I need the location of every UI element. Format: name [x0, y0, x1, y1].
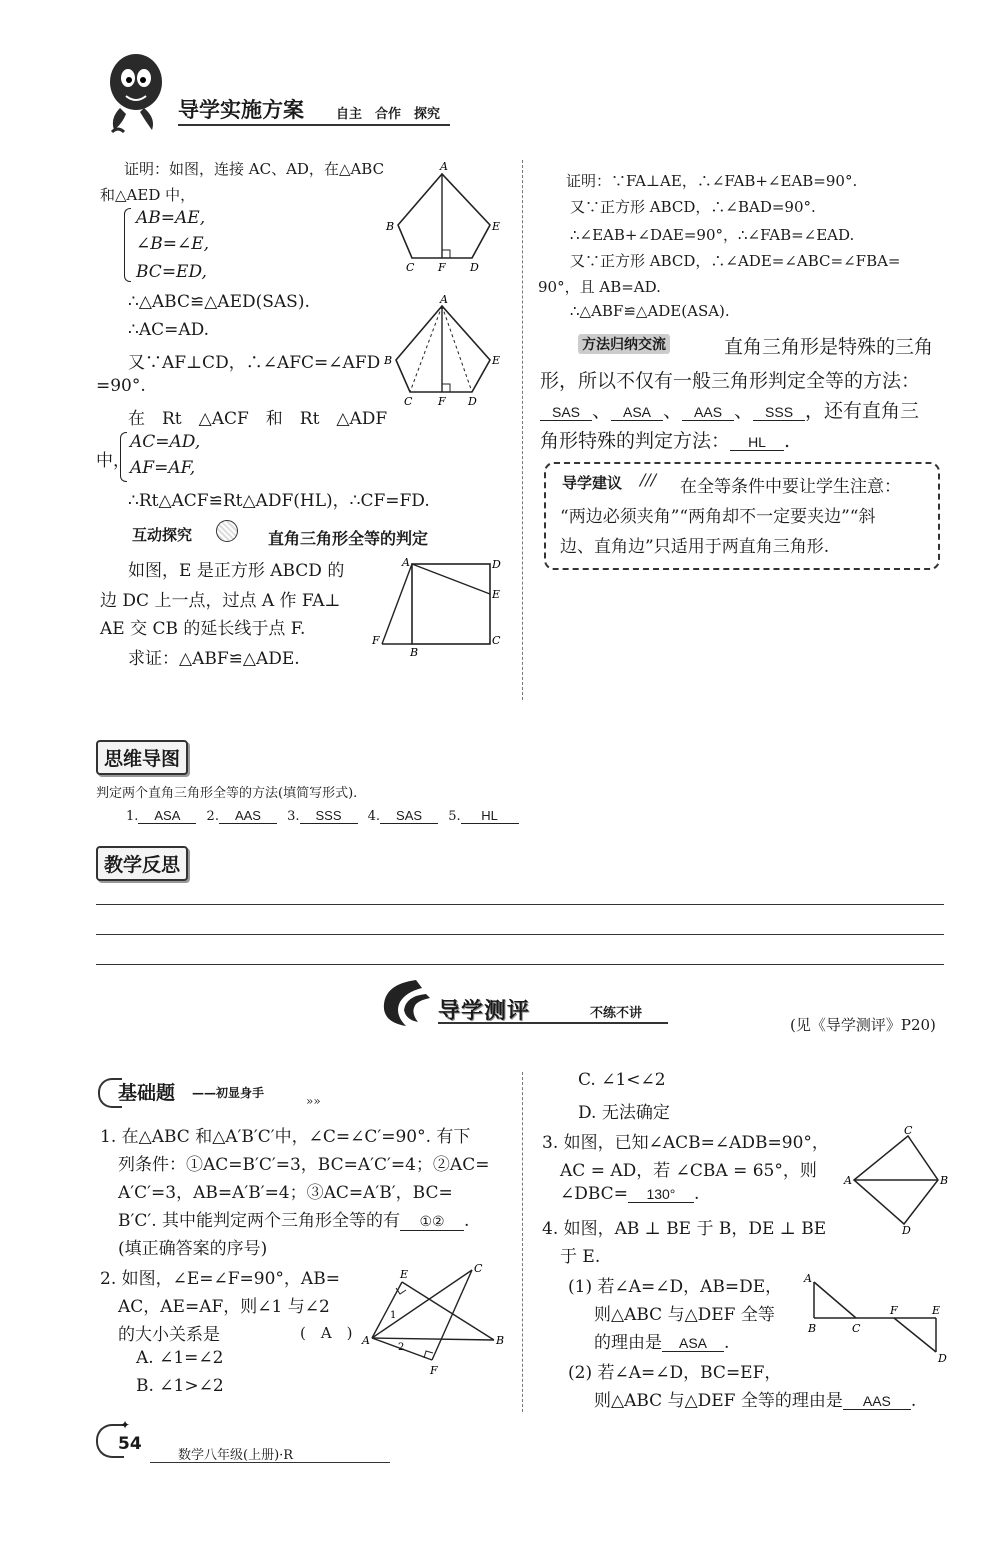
footer-rule	[150, 1462, 390, 1463]
q2-line: 的大小关系是	[118, 1325, 220, 1345]
method-line: 角形特殊的判定方法： HL .	[540, 430, 791, 452]
q4-line: 的理由是 ASA .	[594, 1333, 730, 1353]
interactive-line: 边 DC 上一点，过点 A 作 FA⊥	[100, 591, 341, 611]
writing-line	[96, 904, 944, 905]
vertex-label: B	[808, 1322, 817, 1335]
assessment-title: 导学测评	[438, 999, 531, 1024]
header-title: 导学实施方案	[178, 98, 304, 122]
q1-line: 列条件：①AC=B′C′=3，BC=A′C′=4；②AC=	[118, 1155, 490, 1175]
answer-blank: ASA	[662, 1335, 724, 1352]
q1-line: A′C′=3，AB=A′B′=4；③AC=A′B′，BC=	[118, 1183, 453, 1203]
vertex-label: E	[492, 354, 501, 367]
suggestion-line: 边、直角边”只适用于两直角三角形.	[560, 537, 830, 557]
left-proof-line: ∴AC=AD.	[128, 320, 210, 340]
interactive-line: 求证：△ABF≌△ADE.	[128, 649, 300, 669]
q4-line: (2) 若∠A=∠D，BC=EF，	[568, 1363, 782, 1383]
q3-line: ∠DBC= 130° .	[560, 1184, 700, 1204]
answer-blank: SAS	[540, 404, 592, 421]
method-line: 形，所以不仅有一般三角形判定全等的方法：	[540, 370, 921, 392]
vertex-label: D	[468, 395, 477, 408]
left-proof-line: ∴Rt△ACF≌Rt△ADF(HL)，∴CF=FD.	[128, 491, 430, 511]
q2-option: B. ∠1>∠2	[136, 1376, 224, 1396]
q1-line: (填正确答案的序号)	[118, 1239, 268, 1259]
left-proof-line: AC=AD,	[130, 432, 201, 452]
vertex-label: B	[496, 1334, 505, 1347]
vertex-label: C	[852, 1322, 861, 1335]
globe-icon	[216, 520, 238, 542]
pentagon-figure-2	[380, 294, 510, 409]
sparkle-icon: ✦	[120, 1418, 131, 1432]
writing-line	[96, 934, 944, 935]
interactive-line: 如图，E 是正方形 ABCD 的	[128, 561, 345, 581]
q4-line: 则△ABC 与△DEF 全等的理由是 AAS .	[594, 1391, 917, 1411]
answer-blank: ①②	[400, 1213, 464, 1231]
page-number: 54	[118, 1434, 142, 1454]
q2-answer: ( A )	[300, 1324, 353, 1342]
right-proof-line: 90°，且 AB=AD.	[538, 278, 661, 296]
vertex-label: A	[402, 556, 410, 569]
right-proof-line: ∴∠EAB+∠DAE=90°，∴∠FAB=∠EAD.	[570, 226, 855, 244]
mindmap-items: 1. ASA 2. AAS 3. SSS 4. SAS 5. HL	[126, 808, 519, 824]
angle-label: 1	[390, 1310, 397, 1321]
q2-line: AC，AE=AF，则∠1 与∠2	[118, 1297, 330, 1317]
left-proof-line: AF=AF,	[130, 458, 196, 478]
right-proof-line: 又∵正方形 ABCD，∴∠BAD=90°.	[570, 198, 816, 216]
vertex-label: A	[804, 1272, 812, 1285]
vertex-label: E	[400, 1268, 409, 1281]
vertex-label: F	[890, 1304, 898, 1317]
left-proof-line: 证明：如图，连接 AC、AD，在△ABC	[124, 160, 385, 178]
vertex-label: C	[474, 1262, 483, 1275]
header-subtitle: 自主 合作 探究	[336, 107, 441, 122]
brace	[124, 208, 131, 282]
vertex-label: F	[430, 1364, 438, 1377]
q2-option: D. 无法确定	[578, 1103, 670, 1123]
vertex-label: A	[440, 294, 448, 306]
suggestion-tag: 导学建议	[562, 474, 623, 492]
answer-blank: SSS	[300, 808, 358, 824]
column-divider	[522, 160, 523, 700]
interactive-tag: 互动探究	[132, 526, 193, 544]
answer-blank: AAS	[219, 808, 277, 824]
basics-tag: 基础题	[118, 1082, 176, 1104]
right-proof-line: 证明：∵FA⊥AE，∴∠FAB+∠EAB=90°.	[566, 172, 858, 190]
left-proof-line: AB=AE,	[136, 208, 206, 228]
right-proof-line: 又∵正方形 ABCD，∴∠ADE=∠ABC=∠FBA=	[570, 252, 901, 270]
method-answers: SAS 、 ASA 、 AAS 、 SSS ，还有直角三	[540, 396, 919, 423]
vertex-label: B	[384, 354, 393, 367]
left-proof-line: 又∵AF⊥CD，∴∠AFC=∠AFD	[128, 353, 381, 373]
right-proof-line: ∴△ABF≌△ADE(ASA).	[570, 302, 730, 320]
left-proof-line: 和△AED 中，	[100, 186, 196, 204]
pentagon-figure-1	[380, 160, 510, 275]
method-tag: 方法归纳交流	[578, 334, 670, 354]
q4-line: 则△ABC 与△DEF 全等	[594, 1305, 775, 1325]
suggestion-line: 在全等条件中要让学生注意：	[680, 477, 901, 497]
left-proof-line: =90°.	[96, 376, 146, 396]
vertex-label: C	[406, 261, 415, 274]
left-proof-line: ∠B=∠E,	[136, 234, 210, 254]
interactive-title: 直角三角形全等的判定	[268, 529, 429, 548]
vertex-label: D	[902, 1224, 911, 1234]
q4-figure	[800, 1270, 960, 1370]
q2-line: 2. 如图，∠E=∠F=90°，AB=	[100, 1269, 340, 1289]
q3-figure	[842, 1124, 952, 1234]
vertex-label: A	[844, 1174, 852, 1187]
slashes-icon: ///	[640, 470, 657, 489]
q4-line: 于 E.	[560, 1247, 601, 1267]
mascot-icon	[100, 48, 170, 136]
interactive-line: AE 交 CB 的延长线于点 F.	[100, 619, 306, 639]
q4-line: (1) 若∠A=∠D，AB=DE，	[568, 1277, 783, 1297]
answer-blank: HL	[730, 434, 784, 451]
mindmap-tag: 思维导图	[96, 740, 188, 775]
q1-line: 1. 在△ABC 和△A′B′C′中，∠C=∠C′=90°. 有下	[100, 1127, 471, 1147]
answer-blank: SSS	[753, 404, 805, 421]
vertex-label: A	[440, 160, 448, 173]
vertex-label: C	[904, 1124, 913, 1137]
basics-subtitle: ——初显身手	[192, 1086, 265, 1100]
column-divider	[522, 1072, 523, 1412]
method-line: 直角三角形是特殊的三角	[724, 336, 934, 358]
q2-option: A. ∠1=∠2	[136, 1348, 224, 1368]
left-proof-line: BC=ED,	[136, 262, 207, 282]
q3-line: 3. 如图，已知∠ACB=∠ADB=90°，	[542, 1133, 829, 1153]
assessment-motto: 不练不讲	[590, 1006, 643, 1021]
assessment-ref: (见《导学测评》P20)	[790, 1016, 936, 1034]
left-proof-line: 中，	[96, 451, 130, 471]
assessment-rule	[438, 1022, 668, 1024]
vertex-label: B	[940, 1174, 949, 1187]
vertex-label: E	[492, 220, 501, 233]
vertex-label: E	[932, 1304, 941, 1317]
vertex-label: C	[492, 634, 501, 647]
q3-line: AC = AD，若 ∠CBA = 65°，则	[560, 1161, 817, 1181]
arrows-icon: »»	[306, 1094, 321, 1108]
suggestion-line: “两边必须夹角”“两角却不一定要夹边”“斜	[560, 507, 876, 527]
q2-option: C. ∠1<∠2	[578, 1070, 666, 1090]
writing-line	[96, 964, 944, 965]
vertex-label: D	[938, 1352, 947, 1365]
q2-figure	[360, 1262, 510, 1378]
answer-blank: AAS	[843, 1393, 911, 1410]
vertex-label: C	[404, 395, 413, 408]
q4-line: 4. 如图，AB ⊥ BE 于 B，DE ⊥ BE	[542, 1219, 827, 1239]
q1-line: B′C′. 其中能判定两个三角形全等的有 ①② .	[118, 1211, 470, 1231]
answer-blank: 130°	[628, 1186, 694, 1203]
header-rule	[178, 124, 450, 126]
answer-blank: SAS	[380, 808, 438, 824]
left-proof-line: ∴△ABC≌△AED(SAS).	[128, 292, 310, 312]
vertex-label: F	[438, 261, 446, 274]
vertex-label: A	[362, 1334, 370, 1347]
vertex-label: D	[492, 558, 501, 571]
flame-icon	[376, 974, 446, 1030]
vertex-label: F	[438, 395, 446, 408]
square-figure	[368, 556, 508, 660]
answer-blank: ASA	[611, 404, 663, 421]
vertex-label: B	[386, 220, 395, 233]
angle-label: 2	[398, 1342, 405, 1353]
book-title: 数学八年级(上册)·R	[178, 1448, 294, 1463]
answer-blank: ASA	[138, 808, 196, 824]
answer-blank: AAS	[682, 404, 734, 421]
mindmap-prompt: 判定两个直角三角形全等的方法(填简写形式).	[96, 786, 358, 801]
vertex-label: D	[470, 261, 479, 274]
answer-blank: HL	[461, 808, 519, 824]
vertex-label: B	[410, 646, 419, 659]
reflection-tag: 教学反思	[96, 846, 188, 881]
vertex-label: F	[372, 634, 380, 647]
left-proof-line: 在 Rt △ACF 和 Rt △ADF	[128, 409, 388, 429]
brace	[120, 432, 127, 482]
vertex-label: E	[492, 588, 501, 601]
